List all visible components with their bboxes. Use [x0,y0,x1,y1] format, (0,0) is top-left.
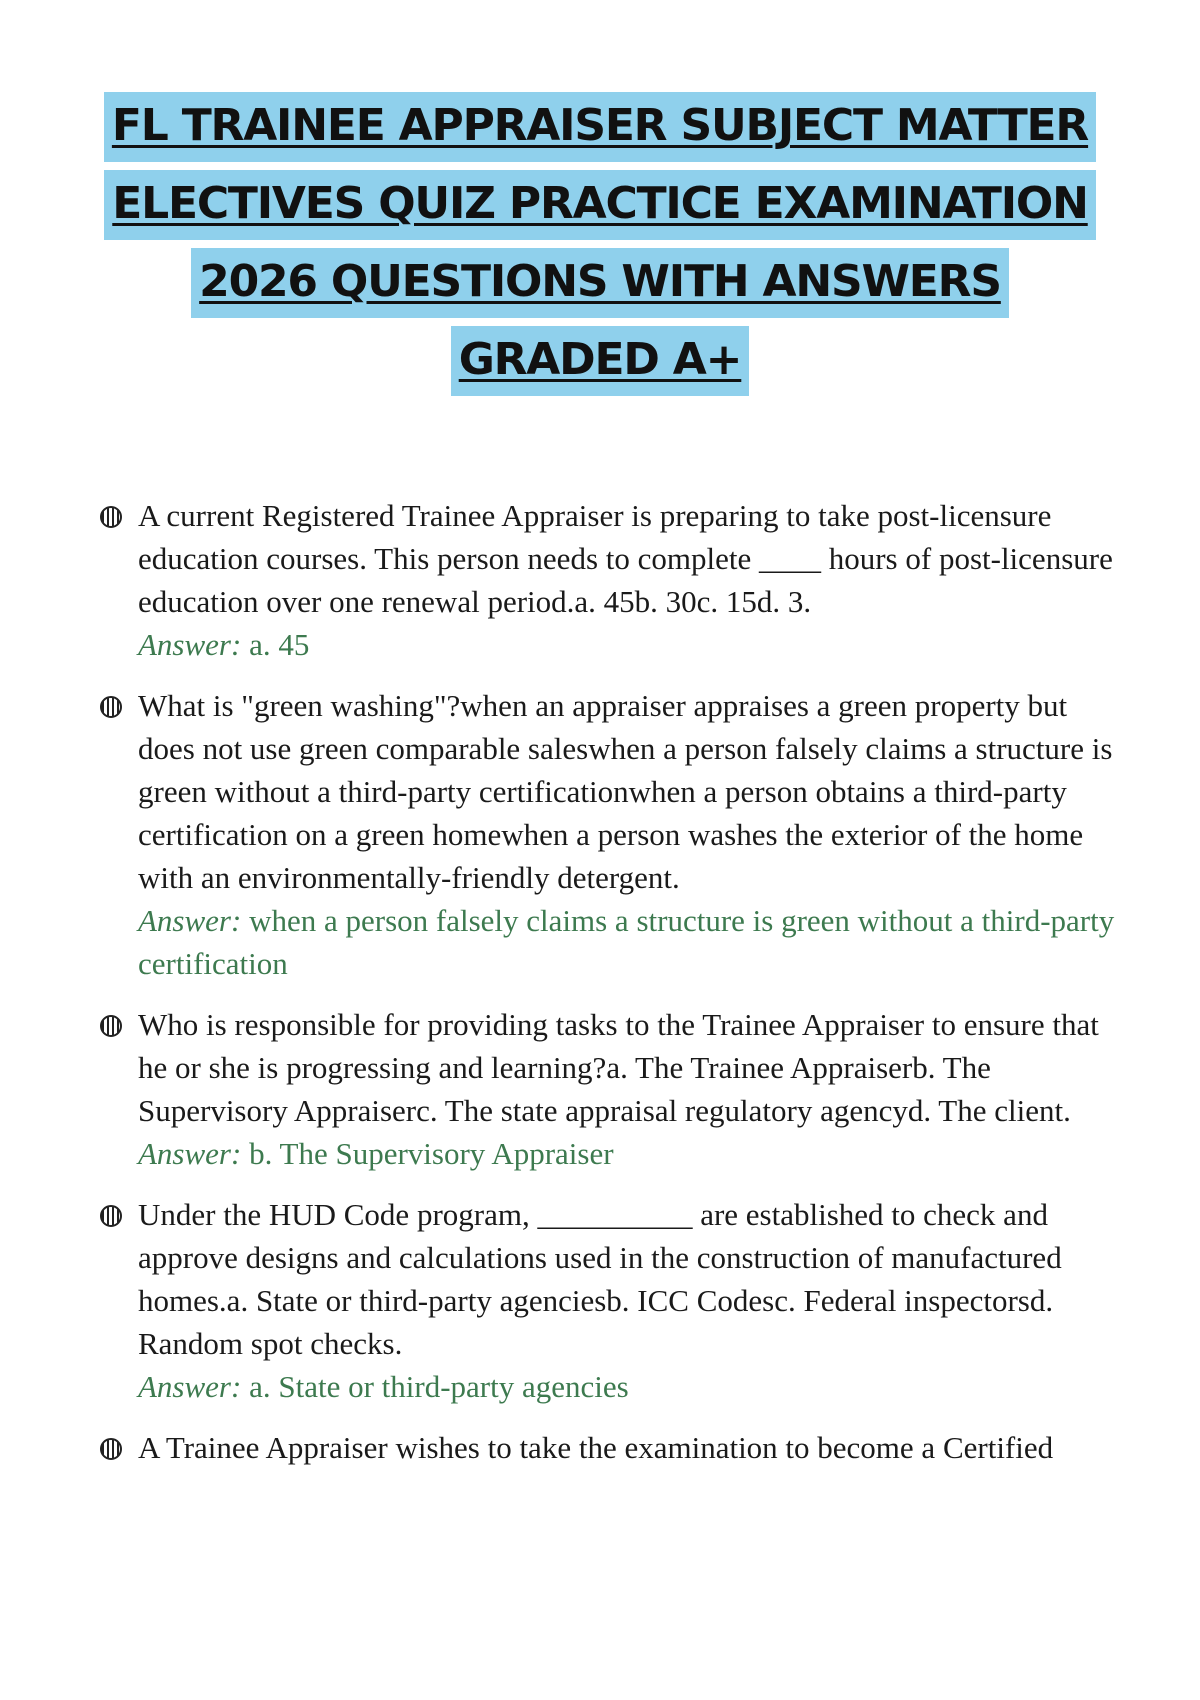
title-line-1: FL TRAINEE APPRAISER SUBJECT MATTER [104,92,1096,162]
answer-line [138,899,1116,985]
bullet-icon [100,1205,122,1227]
document-title [0,92,1200,404]
bullet-icon [100,1015,122,1037]
title-line-2: ELECTIVES QUIZ PRACTICE EXAMINATION [104,170,1095,240]
bullet-icon [100,696,122,718]
answer-text: a. State or third-party agencies [249,1369,629,1404]
answer-label: Answer: [138,1136,242,1171]
question-text: A current Registered Trainee Appraiser is preparing to take post-licensure education courses. This person needs to complete ____ hours of post-licensure education over one renewal period.a. 45b. 30c. 15d. 3. [138,498,1113,619]
title-line-4: GRADED A+ [451,326,750,396]
question-item [96,684,1116,985]
question-text: Who is responsible for providing tasks to the Trainee Appraiser to ensure that he or she is progressing and learning?a. The Trainee Appraiserb. The Supervisory Appraiserc. The state appraisal regulatory agencyd. The client. [138,1007,1099,1128]
answer-line [138,1132,1116,1175]
question-list [96,494,1116,1487]
answer-line [138,1365,1116,1408]
question-text: What is "green washing"?when an appraiser appraises a green property but does not use green comparable saleswhen a person falsely claims a structure is green without a third-party certificationwhen a person obtains a third-party certification on a green homewhen a person washes the exterior of the home with an environmentally-friendly detergent. [138,688,1113,895]
bullet-icon [100,506,122,528]
title-line-3: 2026 QUESTIONS WITH ANSWERS [191,248,1009,318]
question-item [96,1193,1116,1408]
answer-label: Answer: [138,627,242,662]
answer-text: when a person falsely claims a structure is green without a third-party certification [138,903,1115,981]
question-item [96,1426,1116,1469]
question-item [96,494,1116,666]
bullet-icon [100,1438,122,1460]
question-text: A Trainee Appraiser wishes to take the examination to become a Certified [138,1430,1054,1465]
answer-text: b. The Supervisory Appraiser [249,1136,614,1171]
answer-label: Answer: [138,1369,242,1404]
answer-line [138,623,1116,666]
answer-text: a. 45 [249,627,310,662]
question-item [96,1003,1116,1175]
question-text: Under the HUD Code program, __________ are established to check and approve designs and calculations used in the construction of manufactured homes.a. State or third-party agenciesb. ICC Codesc. Federal inspectorsd. Random spot checks. [138,1197,1062,1361]
answer-label: Answer: [138,903,242,938]
